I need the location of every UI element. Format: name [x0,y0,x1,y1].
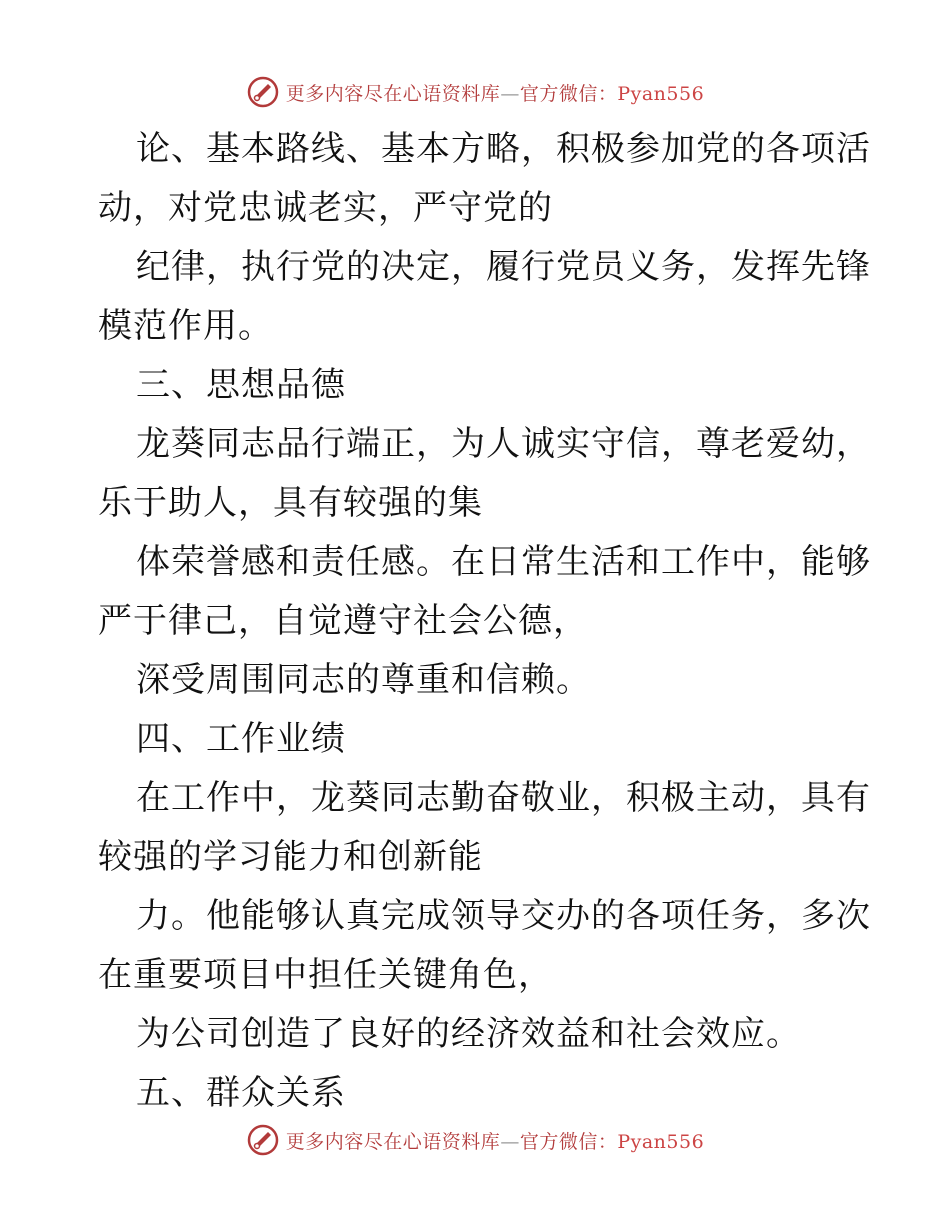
document-body [98,120,871,1123]
banner-text [286,79,704,106]
footer-watermark-banner [0,1120,950,1160]
section-heading: 三、思想品德 [136,365,346,405]
banner-main-text: 更多内容尽在心语资料库 [285,82,501,105]
banner-wechat-id: Pyan556 [617,82,705,105]
text-line: 严于律己，自觉遵守社会公德， [98,601,588,641]
text-line: 体荣誉感和责任感。在日常生活和工作中，能够 [136,542,871,582]
logo-icon [246,75,280,109]
text-line: 论、基本路线、基本方略，积极参加党的各项活 [136,129,871,169]
banner-official-label: 官方微信： [519,1130,618,1153]
text-line: 在重要项目中担任关键角色， [98,955,553,995]
text-line: 模范作用。 [98,306,273,346]
text-line: 为公司创造了良好的经济效益和社会效应。 [136,1014,801,1054]
banner-separator: — [500,82,520,105]
logo-icon [246,1123,280,1157]
banner-text [286,1127,704,1154]
section-heading: 四、工作业绩 [136,719,346,759]
banner-main-text: 更多内容尽在心语资料库 [285,1130,501,1153]
section-heading: 五、群众关系 [136,1073,346,1113]
text-line: 力。他能够认真完成领导交办的各项任务，多次 [136,896,871,936]
text-line: 动，对党忠诚老实，严守党的 [98,188,553,228]
banner-separator: — [500,1130,520,1153]
header-watermark-banner [0,72,950,112]
text-line: 较强的学习能力和创新能 [98,837,483,877]
text-line: 乐于助人，具有较强的集 [98,483,483,523]
banner-official-label: 官方微信： [519,82,618,105]
text-line: 在工作中，龙葵同志勤奋敬业，积极主动，具有 [136,778,871,818]
text-line: 纪律，执行党的决定，履行党员义务，发挥先锋 [136,247,871,287]
banner-wechat-id: Pyan556 [617,1130,705,1153]
text-line: 深受周围同志的尊重和信赖。 [136,660,591,700]
text-line: 龙葵同志品行端正，为人诚实守信，尊老爱幼， [136,424,871,464]
